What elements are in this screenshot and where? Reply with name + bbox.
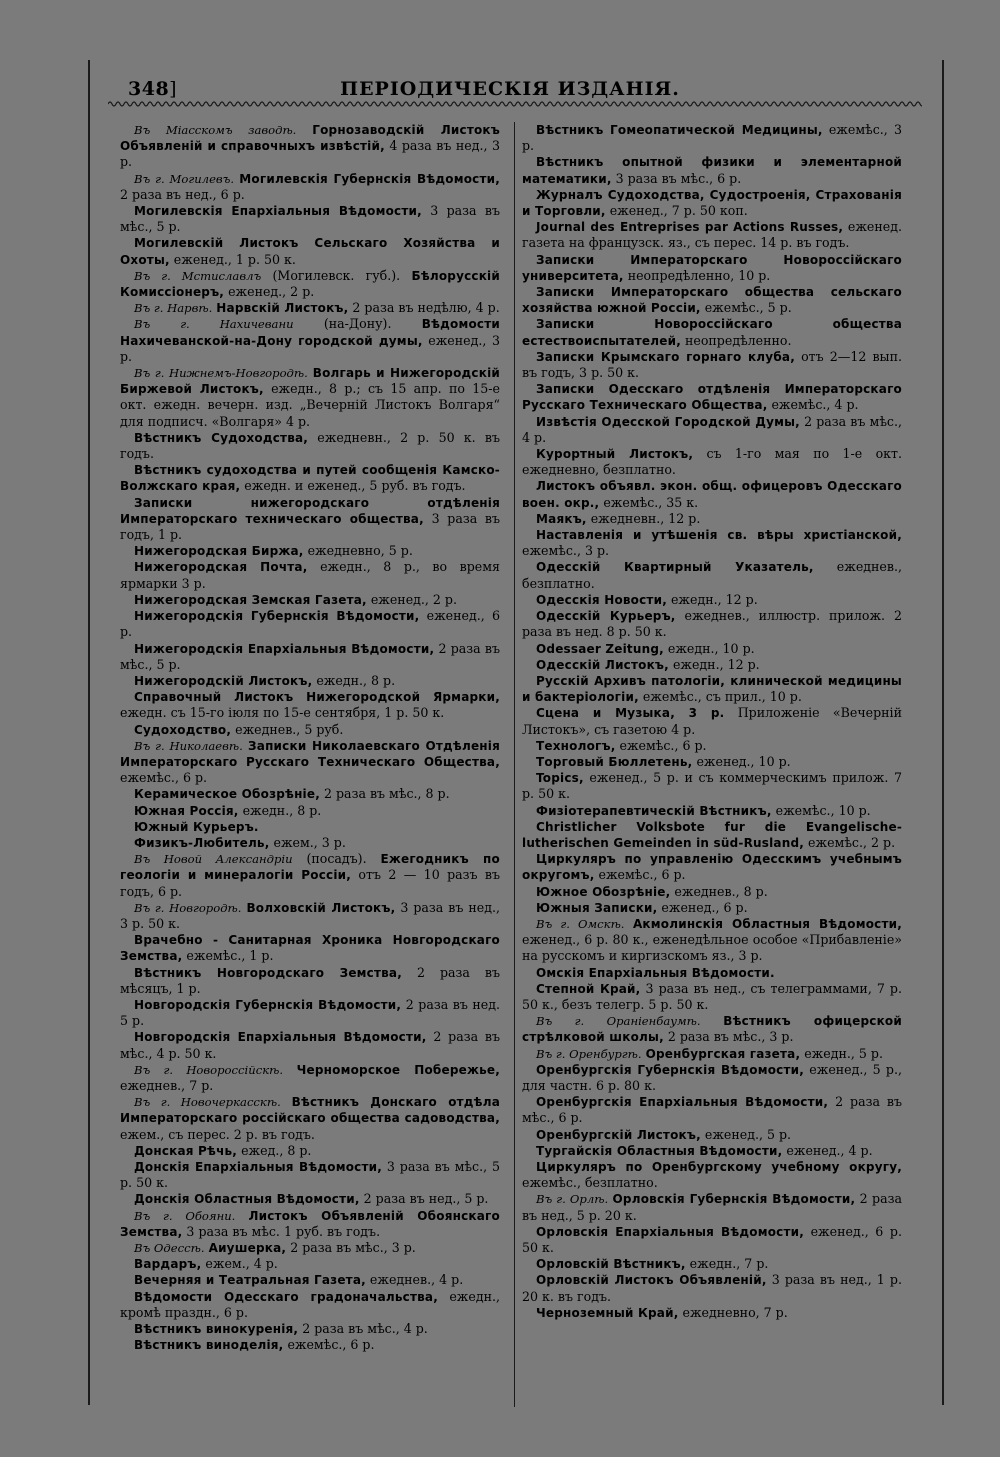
periodical-entry bbox=[120, 1272, 500, 1288]
publication-title: Волгарь и Нижегородскій Биржевой Листокъ, bbox=[120, 366, 500, 397]
publication-title: Ежегодникъ по геологіи и минералогіи Россіи, bbox=[120, 852, 500, 883]
publication-title: Керамическое Обозрѣніе, bbox=[134, 787, 320, 802]
location-label: Въ Міасскомъ заводѣ. bbox=[134, 123, 297, 137]
periodical-entry bbox=[522, 673, 902, 705]
publication-details: еженед., 5 р. и съ коммерческимъ прилож. 7 р. 50 к. bbox=[522, 770, 902, 802]
location-label: Въ г. Николаевѣ. bbox=[134, 738, 243, 753]
periodical-entry bbox=[120, 900, 500, 932]
publication-details: ежедн., 8 р., во время ярмарки 3 р. bbox=[120, 559, 500, 591]
page-header bbox=[90, 60, 942, 100]
publication-title: Нижегородскія Епархіальныя Вѣдомости, bbox=[134, 641, 435, 656]
publication-details: ежем., съ перес. 2 р. въ годъ. bbox=[120, 1126, 315, 1142]
publication-title: Вѣстникъ офицерской стрѣлковой школы, bbox=[522, 1014, 902, 1045]
location-note: (посадъ). bbox=[306, 851, 367, 867]
publication-title: Могилевскій Листокъ Сельскаго Хозяйства и Охоты, bbox=[120, 236, 500, 267]
periodical-entry bbox=[522, 965, 902, 981]
periodical-entry bbox=[120, 851, 500, 900]
publication-title: Листокъ объявл. экон. общ. офицеровъ Одесскаго воен. окр., bbox=[522, 479, 902, 510]
publication-title: Омскія Епархіальныя Вѣдомости. bbox=[536, 965, 775, 980]
periodical-entry bbox=[120, 803, 500, 819]
publication-details: 3 раза въ мѣс. 1 руб. въ годъ. bbox=[186, 1223, 381, 1239]
publication-title: Физіотерапевтическій Вѣстникъ, bbox=[536, 803, 772, 818]
periodical-entry bbox=[522, 284, 902, 316]
periodical-entry bbox=[522, 657, 902, 673]
periodical-entry bbox=[120, 300, 500, 316]
publication-details: ежемѣс., 1 р. bbox=[186, 948, 274, 964]
periodical-entry bbox=[522, 511, 902, 527]
publication-title: Степной Край, bbox=[536, 981, 641, 996]
publication-details: еженед., 6 р. bbox=[120, 608, 500, 640]
publication-details: ежедневн., 12 р. bbox=[590, 510, 701, 526]
publication-details: ежеднев., безплатно. bbox=[522, 559, 902, 591]
publication-title: Вардаръ, bbox=[134, 1257, 202, 1272]
publication-details: 2 раза въ нед., 5 р. bbox=[363, 1191, 489, 1207]
page-number-value: 348 bbox=[128, 78, 170, 100]
publication-title: Вѣстникъ винокуренія, bbox=[134, 1322, 299, 1337]
periodical-entry bbox=[120, 835, 500, 851]
publication-title: Могилевскія Епархіальныя Вѣдомости, bbox=[134, 204, 422, 219]
periodical-entry bbox=[522, 1062, 902, 1094]
publication-details: еженед., 4 р. bbox=[786, 1142, 873, 1158]
publication-title: Одесскій Квартирный Указатель, bbox=[536, 560, 814, 575]
publication-title: Журналъ Судоходства, Судостроенія, Страхованія и Торговли, bbox=[522, 187, 902, 219]
publication-details: ежеднев., 7 р. bbox=[120, 1077, 214, 1093]
periodical-entry bbox=[522, 478, 902, 510]
periodical-entry bbox=[522, 641, 902, 657]
publication-details: ежемѣс., 6 р. bbox=[120, 770, 208, 786]
publication-title: Записки Императорскаго общества сельскаго хозяйства южной Россіи, bbox=[522, 285, 902, 316]
publication-title: Записки Императорскаго Новороссійскаго университета, bbox=[522, 252, 902, 283]
publication-details: 3 раза въ годъ, 1 р. bbox=[120, 510, 500, 543]
location-label: Въ Новой Александріи bbox=[134, 852, 293, 867]
periodical-entry bbox=[522, 1224, 902, 1256]
location-label: Въ г. Нижнемъ-Новгородѣ. bbox=[134, 366, 308, 381]
periodical-entry bbox=[522, 559, 902, 591]
periodical-entry bbox=[120, 1240, 500, 1256]
periodical-entry bbox=[522, 770, 902, 802]
periodical-entry bbox=[120, 932, 500, 964]
publication-title: Южныя Записки, bbox=[536, 900, 658, 915]
publication-title: Вѣстникъ Донскаго отдѣла Императорскаго россійскаго общества садоводства, bbox=[120, 1095, 501, 1126]
location-label: Въ г. Ораніенбаумѣ. bbox=[536, 1014, 701, 1029]
periodical-entry bbox=[120, 1337, 500, 1353]
periodical-entry bbox=[120, 365, 500, 430]
publication-title: Южный Курьеръ. bbox=[134, 819, 259, 834]
publication-details: ежедневно, 7 р. bbox=[682, 1304, 788, 1320]
periodical-entry bbox=[120, 608, 500, 640]
periodical-entry bbox=[522, 851, 902, 883]
publication-title: Аиушерка, bbox=[208, 1241, 287, 1256]
publication-details: ежемѣс., 3 р. bbox=[522, 543, 610, 559]
periodical-entry bbox=[120, 738, 500, 787]
periodical-entry bbox=[522, 154, 902, 186]
publication-title: Вѣстникъ Гомеопатической Медицины, bbox=[536, 123, 823, 137]
publication-details: неопредѣленно, 10 р. bbox=[627, 267, 771, 283]
publication-title: Оренбургскій Листокъ, bbox=[536, 1127, 701, 1142]
periodical-entry bbox=[120, 819, 500, 835]
periodical-entry bbox=[120, 997, 500, 1029]
publication-title: Горнозаводскій Листокъ Объявленій и справочныхъ извѣстій, bbox=[120, 123, 500, 154]
publication-title: Нижегородская Земская Газета, bbox=[134, 592, 367, 607]
publication-title: Вечерняя и Театральная Газета, bbox=[134, 1273, 366, 1288]
periodical-entry bbox=[120, 316, 500, 365]
periodical-entry bbox=[120, 965, 500, 997]
publication-details: ежедн., 5 р. bbox=[804, 1045, 883, 1061]
location-note: (на-Дону). bbox=[323, 316, 392, 332]
publication-title: Извѣстія Одесской Городской Думы, bbox=[536, 414, 800, 429]
publication-title: Южная Россія, bbox=[134, 803, 239, 818]
publication-details: ежеднев., 4 р. bbox=[369, 1272, 464, 1288]
location-note: (Могилевск. губ.). bbox=[272, 267, 401, 283]
publication-title: Врачебно - Санитарная Хроника Новгородскаго Земства, bbox=[120, 933, 500, 964]
publication-details: ежедневно, 5 р. bbox=[307, 543, 413, 559]
publication-title: Вѣдомости Одесскаго градоначальства, bbox=[134, 1289, 438, 1304]
publication-title: Тургайскія Областныя Вѣдомости, bbox=[536, 1143, 783, 1158]
location-label: Въ г. Нарвѣ. bbox=[134, 301, 213, 316]
periodical-entry bbox=[522, 446, 902, 478]
location-label: Въ г. Оренбургѣ. bbox=[536, 1046, 642, 1061]
publication-title: Оренбургская газета, bbox=[645, 1046, 801, 1061]
publication-details: еженед., 2 р. bbox=[228, 284, 315, 300]
publication-title: Нижегородскія Губернскія Вѣдомости, bbox=[134, 609, 420, 624]
periodical-entry bbox=[522, 1256, 902, 1272]
periodical-entry bbox=[522, 381, 902, 413]
publication-details: 2 раза въ нед., 6 р. bbox=[120, 186, 245, 202]
publication-details: отъ 2 — 10 разъ въ годъ, 6 р. bbox=[120, 867, 501, 899]
publication-details: 3 раза въ мѣс., 6 р. bbox=[615, 170, 742, 186]
publication-title: Торговый Бюллетень, bbox=[536, 754, 693, 769]
publication-details: еженед. газета на французск. яз., съ перес. 14 р. въ годъ. bbox=[522, 219, 902, 251]
periodical-entry bbox=[522, 316, 902, 348]
publication-details: 2 раза въ мѣс., 3 р. bbox=[667, 1029, 794, 1045]
publication-title: Могилевскія Губернскія Вѣдомости, bbox=[239, 171, 500, 186]
periodical-entry bbox=[120, 786, 500, 802]
publication-details: ежедн., 12 р. bbox=[672, 656, 760, 672]
periodical-entry bbox=[120, 1256, 500, 1272]
publication-details: ежемѣс., 6 р. bbox=[619, 737, 707, 753]
publication-details: съ 1-го мая по 1-е окт. ежедневно, безплатно. bbox=[522, 446, 902, 478]
periodical-entry bbox=[522, 122, 902, 154]
periodical-entry bbox=[522, 981, 902, 1013]
publication-details: 3 раза въ мѣс., 5 р. 50 к. bbox=[120, 1159, 500, 1191]
periodical-entry bbox=[120, 559, 500, 591]
periodical-entry bbox=[522, 738, 902, 754]
left-column bbox=[120, 122, 500, 1353]
publication-details: 2 раза въ мѣс., 4 р. bbox=[302, 1321, 428, 1337]
periodical-entry bbox=[120, 543, 500, 559]
periodical-entry bbox=[522, 1143, 902, 1159]
page-number bbox=[128, 78, 177, 100]
publication-title: Christlicher Volksbote fur die Evangelische-lutherischen Gemeinden in süd-Rusland, bbox=[522, 819, 902, 850]
publication-details: 2 раза въ мѣс., 6 р. bbox=[522, 1094, 902, 1126]
periodical-entry bbox=[120, 1208, 500, 1240]
publication-details: ежедн., 8 р. bbox=[316, 672, 396, 688]
publication-details: еженед., 6 р. 50 к. bbox=[522, 1223, 902, 1256]
publication-title: Journal des Entreprises par Actions Russes, bbox=[536, 220, 844, 235]
periodical-entry bbox=[522, 1094, 902, 1126]
periodical-entry bbox=[522, 349, 902, 381]
periodical-entry bbox=[522, 705, 902, 737]
periodical-entry bbox=[120, 203, 500, 235]
publication-details: ежемѣс., безплатно. bbox=[522, 1175, 658, 1191]
publication-title: Topics, bbox=[536, 771, 584, 786]
publication-details: неопредѣленно. bbox=[684, 332, 792, 348]
publication-title: Физикъ-Любитель, bbox=[134, 835, 270, 850]
publication-title: Акмолинскія Областныя Вѣдомости, bbox=[632, 916, 902, 931]
publication-title: Записки Крымскаго горнаго клуба, bbox=[536, 349, 795, 364]
publication-title: Нижегородская Биржа, bbox=[134, 544, 304, 559]
publication-details: 2 раза въ мѣс., 4 р. bbox=[522, 413, 902, 445]
publication-details: ежемѣс., 5 р. bbox=[704, 300, 792, 316]
publication-title: Сцена и Музыка, 3 р. bbox=[536, 706, 725, 721]
periodical-entry bbox=[120, 1143, 500, 1159]
publication-title: Бѣлорусскій Комиссіонеръ, bbox=[120, 268, 500, 300]
wavy-rule bbox=[108, 100, 922, 108]
publication-details: еженед., 2 р. bbox=[370, 591, 457, 607]
periodical-entry bbox=[120, 1159, 500, 1191]
publication-details: ежемѣс., 35 к. bbox=[603, 494, 699, 510]
periodical-entry bbox=[120, 673, 500, 689]
publication-details: 3 раза въ нед., 1 р. 20 к. въ годъ. bbox=[522, 1272, 902, 1304]
publication-details: ежедн. и еженед., 5 руб. въ годъ. bbox=[244, 478, 466, 494]
publication-title: Нижегородскій Листокъ, bbox=[134, 673, 313, 688]
periodical-entry bbox=[522, 1272, 902, 1304]
publication-details: ежеднев., иллюстр. прилож. 2 раза въ нед. 8 р. 50 к. bbox=[522, 608, 902, 640]
periodical-entry bbox=[120, 122, 500, 171]
publication-title: Судоходство, bbox=[134, 722, 232, 737]
publication-title: Технологъ, bbox=[536, 738, 616, 753]
publication-title: Нижегородская Почта, bbox=[134, 560, 308, 575]
publication-title: Орловскій Листокъ Объявленій, bbox=[536, 1273, 767, 1288]
publication-title: Орловскій Вѣстникъ, bbox=[536, 1257, 686, 1272]
periodical-entry bbox=[522, 1127, 902, 1143]
publication-details: еженед., 6 р. 80 к., еженедѣльное особое «Прибавленіе» на русскомъ и киргизскомъ яз., 3 р. bbox=[522, 932, 902, 964]
periodical-entry bbox=[120, 462, 500, 494]
publication-details: ежедн., кромѣ праздн., 6 р. bbox=[120, 1288, 500, 1320]
periodical-entry bbox=[522, 754, 902, 770]
publication-details: 2 раза въ недѣлю, 4 р. bbox=[352, 300, 500, 316]
publication-details: 2 раза въ мѣс., 5 р. bbox=[120, 640, 500, 672]
publication-title: Черноморское Побережье, bbox=[296, 1062, 500, 1077]
publication-details: еженед., 3 р. bbox=[120, 332, 500, 364]
publication-details: ежедн., 8 р. bbox=[242, 802, 322, 818]
publication-title: Одесскій Курьеръ, bbox=[536, 609, 676, 624]
publication-title: Записки Николаевскаго Отдѣленія Императорскаго Русскаго Техническаго Общества, bbox=[120, 738, 501, 769]
publication-title: Донская Рѣчь, bbox=[134, 1143, 238, 1158]
publication-details: 2 раза въ мѣс., 8 р. bbox=[323, 786, 450, 802]
publication-details: ежемѣс., 6 р. bbox=[598, 867, 686, 883]
periodical-entry bbox=[522, 252, 902, 284]
publication-title: Odessaer Zeitung, bbox=[536, 641, 664, 656]
publication-title: Орловскія Епархіальныя Вѣдомости, bbox=[536, 1224, 804, 1239]
publication-details: 4 раза въ нед., 3 р. bbox=[120, 138, 500, 170]
publication-title: Записки Новороссійскаго общества естествоиспытателей, bbox=[522, 317, 902, 348]
publication-details: ежеднев., 8 р. bbox=[674, 883, 768, 899]
publication-details: ежемѣс., 6 р. bbox=[287, 1337, 375, 1353]
publication-title: Курортный Листокъ, bbox=[536, 447, 694, 462]
periodical-entry bbox=[120, 1191, 500, 1207]
publication-details: ежемѣс., 4 р. bbox=[771, 397, 859, 413]
periodical-entry bbox=[120, 1029, 500, 1061]
publication-details: отъ 2—12 вып. въ годъ, 3 р. 50 к. bbox=[522, 348, 902, 381]
location-label: Въ г. Новочеркасскѣ. bbox=[134, 1095, 281, 1110]
periodical-entry bbox=[120, 235, 500, 267]
periodical-entry bbox=[120, 268, 500, 300]
periodical-entry bbox=[120, 641, 500, 673]
publication-title: Русскій Архивъ патологіи, клинической медицины и бактеріологіи, bbox=[522, 673, 902, 705]
periodical-entry bbox=[120, 430, 500, 462]
publication-details: ежем., 3 р. bbox=[273, 834, 346, 850]
publication-details: Приложеніе «Вечерній Листокъ», съ газетою 4 р. bbox=[522, 705, 902, 737]
publication-details: 2 раза въ мѣс., 4 р. 50 к. bbox=[120, 1029, 500, 1061]
right-column bbox=[522, 122, 902, 1321]
page-number-bracket: ] bbox=[169, 78, 178, 100]
location-label: Въ г. Нахичевани bbox=[134, 317, 294, 332]
publication-details: ежедневн., 2 р. 50 к. въ годъ. bbox=[120, 429, 500, 462]
periodical-entry bbox=[120, 592, 500, 608]
publication-details: ежедн. съ 15-го іюля по 15-е сентября, 1 р. 50 к. bbox=[120, 705, 445, 721]
publication-details: еженед., 6 р. bbox=[661, 899, 748, 915]
publication-title: Черноземный Край, bbox=[536, 1305, 679, 1320]
publication-title: Одесскія Новости, bbox=[536, 592, 667, 607]
publication-title: Циркуляръ по Оренбургскому учебному округу, bbox=[536, 1160, 902, 1174]
publication-details: ежеднев., 5 руб. bbox=[235, 721, 344, 737]
location-label: Въ г. Мстиславлъ bbox=[134, 268, 262, 283]
periodical-entry bbox=[120, 722, 500, 738]
publication-details: ежедн., 10 р. bbox=[667, 640, 755, 656]
publication-details: 2 раза въ мѣсяцъ, 1 р. bbox=[120, 964, 500, 996]
publication-details: ежемѣс., 2 р. bbox=[808, 834, 896, 850]
publication-details: 3 раза въ нед., съ телеграммами, 7 р. 50 к., безъ телегр. 5 р. 50 к. bbox=[522, 980, 902, 1012]
publication-title: Новгородскія Епархіальныя Вѣдомости, bbox=[134, 1030, 427, 1045]
location-label: Въ г. Новороссійскѣ. bbox=[134, 1062, 284, 1077]
publication-details: ежедн., 8 р.; съ 15 апр. по 15-е окт. ежедн. вечерн. изд. „Вечерній Листокъ Волгаря“ для подписч. «Волгаря» 4 р. bbox=[120, 381, 500, 429]
periodical-entry bbox=[522, 803, 902, 819]
publication-title: Донскія Епархіальныя Вѣдомости, bbox=[134, 1160, 382, 1174]
periodical-entry bbox=[522, 1305, 902, 1321]
publication-title: Донскія Областныя Вѣдомости, bbox=[134, 1192, 360, 1207]
publication-title: Одесскій Листокъ, bbox=[536, 657, 669, 672]
periodical-entry bbox=[120, 1094, 500, 1143]
location-label: Въ г. Омскѣ. bbox=[536, 916, 625, 931]
periodical-entry bbox=[120, 1321, 500, 1337]
publication-title: Оренбургскія Епархіальныя Вѣдомости, bbox=[536, 1095, 829, 1110]
publication-title: Волховскій Листокъ, bbox=[246, 900, 396, 915]
periodical-entry bbox=[522, 608, 902, 640]
periodical-entry bbox=[522, 819, 902, 851]
periodical-entry bbox=[522, 916, 902, 965]
publication-details: 3 раза въ нед., 3 р. 50 к. bbox=[120, 899, 500, 931]
periodical-entry bbox=[120, 689, 500, 721]
publication-title: Вѣдомости Нахичеванской-на-Дону городской думы, bbox=[120, 317, 500, 348]
publication-details: ежем., 4 р. bbox=[205, 1256, 278, 1272]
location-label: Въ г. Могилевъ. bbox=[134, 171, 235, 186]
periodical-entry bbox=[522, 884, 902, 900]
publication-details: ежемѣс., 3 р. bbox=[522, 122, 902, 154]
column-divider bbox=[514, 122, 515, 1407]
publication-title: Листокъ Объявленій Обоянскаго Земства, bbox=[120, 1208, 500, 1239]
publication-title: Циркуляръ по управленію Одесскимъ учебнымъ округомъ, bbox=[522, 852, 902, 883]
publication-details: ежед., 8 р. bbox=[241, 1142, 312, 1158]
periodical-entry bbox=[120, 1062, 500, 1094]
periodical-entry bbox=[522, 414, 902, 446]
publication-details: 2 раза въ мѣс., 3 р. bbox=[290, 1240, 416, 1256]
location-label: Въ г. Новгородѣ. bbox=[134, 900, 242, 915]
periodical-entry bbox=[522, 1046, 902, 1062]
location-label: Въ Одессѣ. bbox=[134, 1241, 205, 1256]
document-page bbox=[88, 60, 944, 1405]
running-title: ПЕРІОДИЧЕСКІЯ ИЗДАНІЯ. bbox=[340, 78, 680, 100]
publication-title: Маякъ, bbox=[536, 511, 587, 526]
publication-title: Вѣстникъ Судоходства, bbox=[134, 430, 309, 445]
periodical-entry bbox=[522, 900, 902, 916]
publication-details: ежедн., 12 р. bbox=[670, 591, 758, 607]
periodical-entry bbox=[522, 1159, 902, 1191]
publication-title: Южное Обозрѣніе, bbox=[536, 884, 671, 899]
publication-title: Справочный Листокъ Нижегородской Ярмарки, bbox=[134, 690, 500, 705]
publication-details: еженед., 7 р. 50 коп. bbox=[609, 203, 748, 219]
periodical-entry bbox=[120, 495, 500, 544]
publication-details: еженед., 5 р., для частн. 6 р. 80 к. bbox=[522, 1061, 902, 1093]
publication-details: ежемѣс., съ прил., 10 р. bbox=[642, 689, 802, 705]
publication-details: еженед., 1 р. 50 к. bbox=[173, 251, 296, 267]
publication-title: Вѣстникъ судоходства и путей сообщенія Камско-Волжскаго края, bbox=[120, 463, 500, 494]
periodical-entry bbox=[522, 1191, 902, 1223]
periodical-entry bbox=[522, 1013, 902, 1045]
publication-title: Орловскія Губернскія Вѣдомости, bbox=[612, 1192, 856, 1207]
publication-details: 3 раза въ мѣс., 5 р. bbox=[120, 203, 500, 235]
periodical-entry bbox=[522, 592, 902, 608]
publication-title: Новгородскія Губернскія Вѣдомости, bbox=[134, 997, 402, 1012]
publication-details: ежедн., 7 р. bbox=[689, 1256, 769, 1272]
periodical-entry bbox=[522, 527, 902, 559]
publication-details: 2 раза въ нед., 5 р. 20 к. bbox=[522, 1191, 903, 1223]
publication-details: еженед., 10 р. bbox=[696, 753, 791, 769]
publication-details: 2 раза въ нед. 5 р. bbox=[120, 996, 500, 1029]
publication-title: Нарвскій Листокъ, bbox=[216, 301, 349, 316]
periodical-entry bbox=[120, 1289, 500, 1321]
periodical-entry bbox=[522, 219, 902, 251]
publication-details: ежемѣс., 10 р. bbox=[775, 802, 871, 818]
publication-title: Вѣстникъ опытной физики и элементарной математики, bbox=[522, 155, 902, 186]
publication-title: Вѣстникъ Новгородскаго Земства, bbox=[134, 965, 402, 980]
periodical-entry bbox=[120, 171, 500, 203]
publication-title: Записки Одесскаго отдѣленія Императорскаго Русскаго Техническаго Общества, bbox=[522, 382, 902, 413]
publication-title: Записки нижегородскаго отдѣленія Императорскаго техническаго общества, bbox=[120, 495, 500, 526]
publication-title: Наставленія и утѣшенія св. вѣры христіанской, bbox=[536, 528, 902, 543]
publication-title: Вѣстникъ виноделія, bbox=[134, 1338, 284, 1353]
publication-title: Оренбургскія Губернскія Вѣдомости, bbox=[536, 1062, 804, 1077]
publication-details: еженед., 5 р. bbox=[704, 1126, 792, 1142]
location-label: Въ г. Орлѣ. bbox=[536, 1192, 609, 1207]
location-label: Въ г. Обояни. bbox=[134, 1208, 236, 1223]
periodical-entry bbox=[522, 187, 902, 219]
